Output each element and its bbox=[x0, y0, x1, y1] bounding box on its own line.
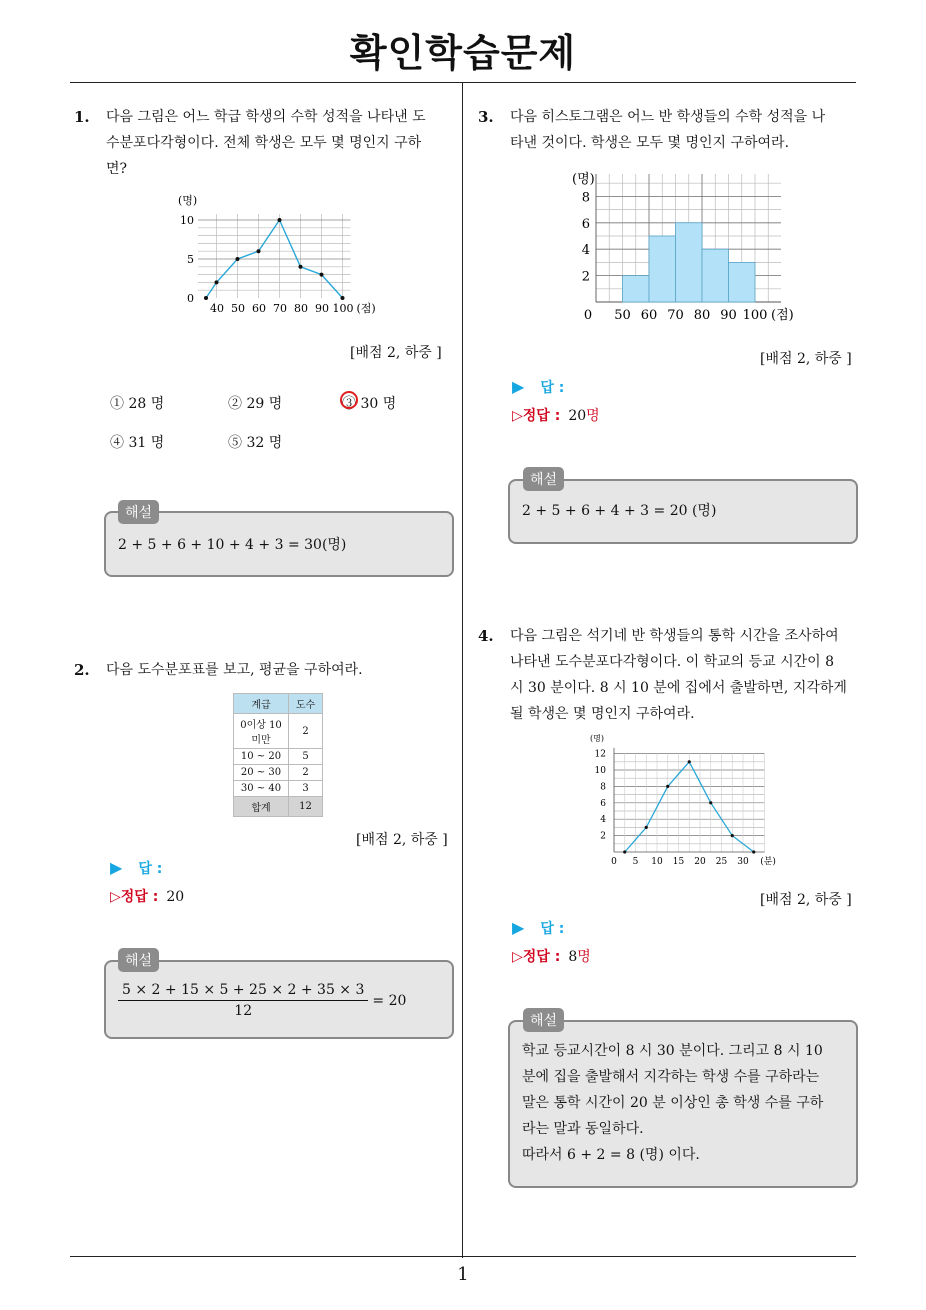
q2-table-cell: 2 bbox=[289, 765, 323, 781]
q3-x-axis-label: (점) bbox=[771, 308, 794, 323]
q2-fraction-numerator: 5 × 2 + 15 × 5 + 25 × 2 + 35 × 3 bbox=[118, 982, 368, 1001]
q2-table-cell: 10 ~ 20 bbox=[234, 749, 289, 765]
q4-x-tick-label: 5 bbox=[632, 857, 639, 867]
q3-x-tick-label: 70 bbox=[667, 308, 684, 323]
q4-x-tick-label: 0 bbox=[611, 857, 617, 867]
q2-table-cell: 3 bbox=[289, 781, 323, 797]
q4-y-tick-label: 12 bbox=[594, 749, 606, 760]
q4-explanation-line: 말은 통학 시간이 20 분 이상인 총 학생 수를 구하 bbox=[522, 1095, 824, 1111]
q2-table-cell: 2 bbox=[289, 714, 323, 749]
q2-fraction-denominator: 12 bbox=[234, 1003, 253, 1019]
q1-selected-circle-icon bbox=[340, 391, 358, 409]
q4-y-tick-label: 2 bbox=[600, 831, 606, 842]
page-number: 1 bbox=[457, 1264, 469, 1285]
q4-explanation-line: 학교 등교시간이 8 시 30 분이다. 그리고 8 시 10 bbox=[522, 1043, 823, 1059]
q3-explanation-text: 2 + 5 + 6 + 4 + 3 = 20 (명) bbox=[522, 503, 717, 519]
q4-explanation-line: 라는 말과 동일하다. bbox=[522, 1121, 644, 1137]
q3-explanation-tab: 해설 bbox=[523, 467, 564, 491]
q4-y-tick-label: 10 bbox=[594, 766, 606, 776]
q4-frequency-polygon-chart bbox=[590, 730, 780, 870]
q3-text bbox=[510, 104, 860, 156]
q1-explanation-tab: 해설 bbox=[118, 500, 159, 524]
q4-y-tick-label: 6 bbox=[600, 798, 606, 809]
q4-explanation-line: 분에 집을 출발해서 지각하는 학생 수를 구하라는 bbox=[522, 1069, 820, 1085]
q4-data-point bbox=[688, 760, 691, 763]
q3-y-tick-label: 4 bbox=[581, 243, 590, 259]
q2-table-total-value: 12 bbox=[289, 797, 323, 817]
q1-text-line: 면? bbox=[106, 161, 128, 177]
play-triangle-icon: ▶ bbox=[512, 377, 525, 396]
q4-correct-unit: 명 bbox=[577, 949, 591, 965]
q3-x-tick-label: 60 bbox=[640, 308, 658, 323]
q3-bar bbox=[729, 262, 756, 302]
q4-data-point bbox=[645, 826, 648, 829]
q1-text-line: 다음 그림은 어느 학급 학생의 수학 성적을 나타낸 도 bbox=[106, 109, 426, 125]
page-title: 확인학습문제 bbox=[349, 31, 577, 75]
play-triangle-icon: ▶ bbox=[110, 858, 123, 877]
q2-answer-text: 답 : bbox=[138, 861, 163, 877]
q1-frequency-polygon-chart bbox=[170, 188, 400, 318]
q4-data-point bbox=[731, 834, 734, 837]
q4-data-point bbox=[709, 801, 712, 804]
q3-answer-text: 답 : bbox=[540, 380, 565, 396]
q3-origin-label: 0 bbox=[583, 308, 593, 323]
q4-answer-text: 답 : bbox=[540, 921, 565, 937]
q4-text bbox=[510, 623, 862, 727]
q2-score-meta: [배점 2, 하중 ] bbox=[356, 832, 448, 848]
q3-x-tick-label: 90 bbox=[720, 308, 737, 323]
q3-x-tick-label: 50 bbox=[614, 308, 631, 323]
q3-number: 3. bbox=[478, 108, 494, 126]
q2-table-cell: 20 ~ 30 bbox=[234, 765, 289, 781]
column-divider bbox=[462, 82, 463, 1258]
q3-y-tick-label: 2 bbox=[581, 269, 590, 285]
q1-y-axis-label: (명) bbox=[178, 194, 198, 207]
q4-text-line: 나타낸 도수분포다각형이다. 이 학교의 등교 시간이 8 bbox=[510, 654, 835, 670]
q3-text-line: 타낸 것이다. 학생은 모두 몇 명인지 구하여라. bbox=[510, 135, 790, 151]
q4-x-tick-label: 20 bbox=[694, 857, 706, 867]
q3-x-tick-label: 100 bbox=[742, 308, 768, 323]
q3-y-tick-label: 6 bbox=[581, 216, 590, 232]
q1-x-tick-label: 100 bbox=[332, 302, 354, 315]
q3-answer-label bbox=[512, 377, 564, 397]
q3-correct-answer bbox=[512, 405, 600, 425]
q4-data-point bbox=[666, 785, 669, 788]
q3-correct-unit: 명 bbox=[586, 408, 600, 424]
q1-explanation-text: 2 + 5 + 6 + 10 + 4 + 3 = 30(명) bbox=[118, 537, 347, 553]
outline-triangle-icon: ▷ bbox=[110, 889, 121, 905]
q1-x-tick-label: 90 bbox=[315, 302, 329, 315]
q1-text bbox=[106, 104, 456, 182]
q2-table-cell: 0이상 10미만 bbox=[234, 714, 289, 749]
q1-data-point bbox=[278, 218, 282, 222]
q2-table-cell: 30 ~ 40 bbox=[234, 781, 289, 797]
q3-bar bbox=[676, 223, 703, 302]
q1-x-tick-label: 50 bbox=[231, 302, 245, 315]
q2-text: 다음 도수분포표를 보고, 평균을 구하여라. bbox=[106, 662, 363, 678]
q2-correct-value: 20 bbox=[166, 889, 185, 905]
q3-text-line: 다음 히스토그램은 어느 반 학생들의 수학 성적을 나 bbox=[510, 109, 826, 125]
q2-number: 2. bbox=[74, 661, 90, 679]
q1-data-point bbox=[257, 249, 261, 253]
q3-y-axis-label: (명) bbox=[572, 172, 595, 187]
q3-bar bbox=[623, 276, 650, 302]
q1-choice-5[interactable]: ⑤ 32 명 bbox=[228, 435, 283, 451]
q1-data-point bbox=[236, 257, 240, 261]
q4-y-tick-label: 4 bbox=[600, 815, 606, 826]
top-rule bbox=[70, 82, 856, 83]
q4-text-line: 시 30 분이다. 8 시 10 분에 집에서 출발하면, 지각하게 bbox=[510, 680, 847, 696]
q2-table-total-label: 합계 bbox=[234, 797, 289, 817]
q4-data-point bbox=[623, 850, 626, 853]
q1-data-point bbox=[204, 296, 208, 300]
q1-data-point bbox=[215, 280, 219, 284]
outline-triangle-icon: ▷ bbox=[512, 408, 523, 424]
q2-fraction-result: = 20 bbox=[372, 992, 407, 1009]
q1-score-meta: [배점 2, 하중 ] bbox=[350, 345, 442, 361]
q1-y-tick-label: 10 bbox=[180, 214, 194, 227]
q4-explanation-tab: 해설 bbox=[523, 1008, 564, 1032]
q2-frequency-table bbox=[233, 693, 323, 817]
q4-answer-label bbox=[512, 918, 564, 938]
q4-explanation-text bbox=[522, 1038, 852, 1168]
q4-text-line: 다음 그림은 석기네 반 학생들의 통학 시간을 조사하여 bbox=[510, 628, 839, 644]
q2-table-cell: 5 bbox=[289, 749, 323, 765]
q3-score-meta: [배점 2, 하중 ] bbox=[760, 351, 852, 367]
q1-x-tick-label: 70 bbox=[273, 302, 287, 315]
q3-correct-label: 정답 : bbox=[522, 408, 561, 424]
q4-x-tick-label: 10 bbox=[651, 857, 663, 867]
q4-correct-value: 8 bbox=[568, 949, 578, 965]
q3-correct-value: 20 bbox=[568, 408, 587, 424]
q2-table-header-class: 계급 bbox=[234, 694, 289, 714]
q1-x-tick-label: 40 bbox=[210, 302, 224, 315]
q2-correct-answer bbox=[110, 886, 184, 906]
q4-explanation-line: 따라서 6 + 2 = 8 (명) 이다. bbox=[522, 1147, 700, 1163]
q3-y-tick-label: 8 bbox=[581, 190, 590, 206]
q4-correct-label: 정답 : bbox=[522, 949, 561, 965]
q3-bar bbox=[702, 249, 729, 302]
q1-x-axis-label: (점) bbox=[356, 302, 376, 315]
q1-choice-2[interactable]: ② 29 명 bbox=[228, 396, 283, 412]
q3-histogram-chart bbox=[570, 166, 810, 326]
q4-y-tick-label: 8 bbox=[600, 782, 606, 793]
q1-choice-4[interactable]: ④ 31 명 bbox=[110, 435, 165, 451]
q4-data-point bbox=[752, 850, 755, 853]
q1-data-point bbox=[320, 273, 324, 277]
q4-x-tick-label: 25 bbox=[715, 857, 728, 867]
q3-x-tick-label: 80 bbox=[693, 308, 711, 323]
q1-choice-3[interactable]: ③ 30 명 bbox=[342, 396, 397, 412]
q4-number: 4. bbox=[478, 627, 494, 645]
q1-text-line: 수분포다각형이다. 전체 학생은 모두 몇 명인지 구하 bbox=[106, 135, 422, 151]
q4-y-axis-label: (명) bbox=[590, 734, 604, 743]
q2-answer-label bbox=[110, 858, 162, 878]
q4-score-meta: [배점 2, 하중 ] bbox=[760, 892, 852, 908]
q1-choice-1[interactable]: ① 28 명 bbox=[110, 396, 165, 412]
q1-y-tick-label: 5 bbox=[187, 253, 194, 266]
outline-triangle-icon: ▷ bbox=[512, 949, 523, 965]
bottom-rule bbox=[70, 1256, 856, 1257]
q2-correct-label: 정답 : bbox=[120, 889, 159, 905]
play-triangle-icon: ▶ bbox=[512, 918, 525, 937]
q4-correct-answer bbox=[512, 946, 591, 966]
q1-y-tick-label: 0 bbox=[187, 292, 194, 305]
q1-data-point bbox=[299, 265, 303, 269]
q4-x-tick-label: 30 bbox=[737, 857, 749, 867]
q4-x-axis-label: (분) bbox=[760, 857, 776, 867]
q4-x-tick-label: 15 bbox=[672, 857, 685, 867]
q1-x-tick-label: 60 bbox=[252, 302, 266, 315]
q1-x-tick-label: 80 bbox=[294, 302, 308, 315]
q1-number: 1. bbox=[74, 108, 90, 126]
q3-bar bbox=[649, 236, 676, 302]
q2-explanation-tab: 해설 bbox=[118, 948, 159, 972]
q2-explanation-fraction bbox=[118, 982, 406, 1019]
q2-table-header-freq: 도수 bbox=[289, 694, 323, 714]
q1-data-point bbox=[341, 296, 345, 300]
q4-text-line: 될 학생은 몇 명인지 구하여라. bbox=[510, 706, 695, 722]
